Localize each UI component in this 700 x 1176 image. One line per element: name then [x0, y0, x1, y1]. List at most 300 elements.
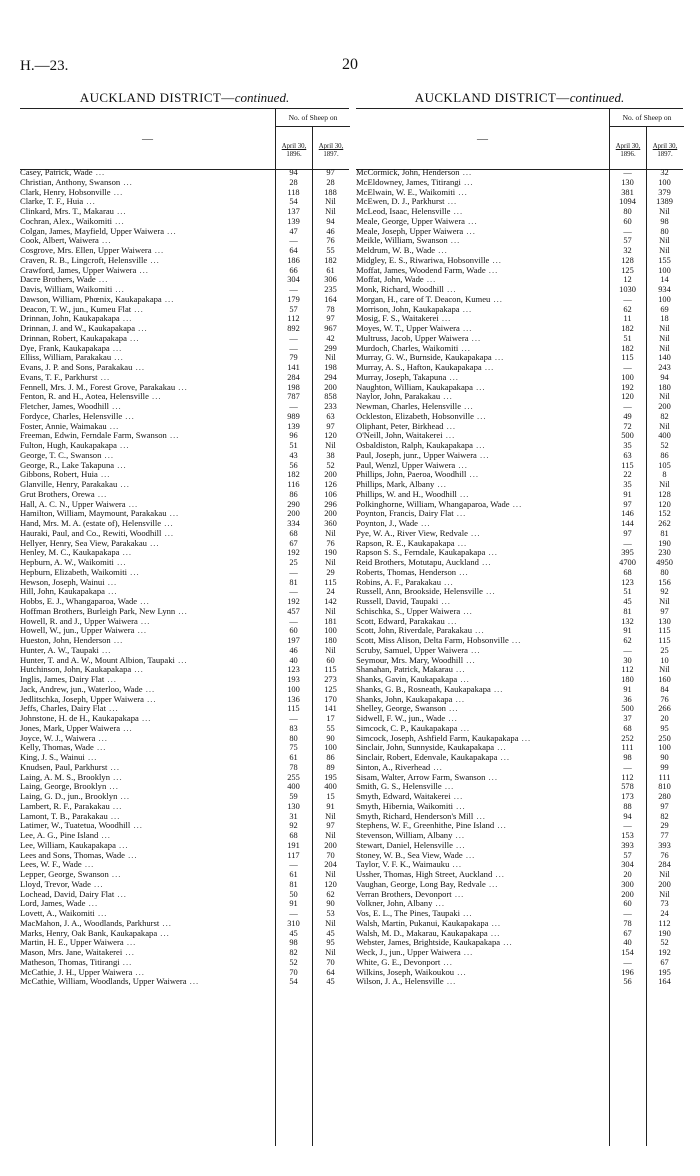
- owner-name-text: Christian, Anthony, Swanson: [20, 177, 121, 187]
- owner-name: [20, 422, 272, 432]
- sheep-1896: 70: [289, 967, 298, 977]
- owner-name-text: Hauraki, Paul, and Co., Rewiti, Woodhill: [20, 528, 162, 538]
- owner-name: [20, 812, 272, 822]
- table-row: [20, 188, 349, 198]
- leader-dots: ...: [92, 168, 106, 177]
- sheep-1897: 164: [658, 977, 671, 987]
- owner-name-text: Hand, Mrs. M. A. (estate of), Helensville: [20, 519, 162, 528]
- owner-name: [20, 958, 272, 968]
- owner-name: [20, 295, 272, 305]
- owner-name-text: Phillips, Mark, Albany: [356, 480, 435, 489]
- leader-dots: ...: [445, 704, 459, 714]
- owner-name-text: Weck, J., jun., Upper Waiwera: [356, 948, 461, 957]
- owner-name: [20, 734, 272, 744]
- sheep-1896: —: [623, 294, 632, 304]
- leader-dots: ...: [161, 294, 175, 304]
- leader-dots: ...: [95, 275, 109, 285]
- table-row: [356, 324, 683, 334]
- sheep-1896: 304: [621, 860, 634, 870]
- sheep-1896: 11: [623, 314, 632, 324]
- owner-name-text: Fletcher, James, Woodhill: [20, 402, 110, 411]
- table-row: [356, 714, 683, 724]
- sheep-1897: 400: [658, 431, 671, 441]
- sheep-1897: 70: [326, 850, 335, 860]
- owner-name: [356, 919, 606, 929]
- owner-name-text: McCathie, William, Woodlands, Upper Waiwera: [20, 977, 187, 987]
- owner-name: [356, 256, 606, 266]
- sheep-1897: 188: [324, 187, 337, 197]
- table-row: [356, 821, 683, 831]
- table-row: [356, 617, 683, 627]
- owner-name-text: Poynton, Francis, Dairy Flat: [356, 509, 454, 519]
- owner-name: [356, 451, 606, 461]
- owner-name-text: Murray, G. W., Burnside, Kaukapakapa: [356, 353, 492, 363]
- leader-dots: ...: [166, 431, 180, 441]
- owner-name-text: Roberts, Thomas, Henderson: [356, 567, 457, 577]
- sheep-1896: 192: [621, 382, 634, 392]
- table-row: [20, 266, 349, 276]
- owner-name: [20, 860, 272, 870]
- owner-name: [20, 773, 272, 783]
- sheep-1897: 243: [658, 363, 671, 372]
- leader-dots: ...: [459, 168, 473, 177]
- owner-name: [356, 929, 606, 939]
- sheep-1896: 400: [287, 782, 300, 792]
- owner-name-text: Volkner, John, Albany: [356, 899, 433, 909]
- owner-name: [20, 236, 272, 246]
- owner-name-text: Sinclair, John, Sunnyside, Kaukapakapa: [356, 743, 495, 753]
- leader-dots: ...: [458, 343, 471, 353]
- owner-name-text: Hutchinson, John, Kaukapakapa: [20, 665, 132, 675]
- sheep-1896: 57: [623, 236, 632, 246]
- table-row: [356, 392, 683, 402]
- table-row: [20, 695, 349, 705]
- owner-name-text: Clarke, T. F., Huia: [20, 197, 84, 207]
- owner-name-text: Jedlitschka, Joseph, Upper Waiwera: [20, 694, 144, 704]
- sheep-1897: Nil: [325, 645, 336, 655]
- sheep-1896: 97: [623, 528, 632, 538]
- sheep-1896: —: [289, 402, 298, 411]
- sheep-1896: 1094: [619, 197, 636, 207]
- owner-name-text: Knudsen, Paul, Parkhurst: [20, 762, 108, 772]
- table-row: [356, 948, 683, 958]
- sheep-1897: 15: [326, 792, 335, 801]
- sheep-1897: Nil: [325, 207, 336, 216]
- table-row: [20, 480, 349, 490]
- owner-name: [20, 344, 272, 354]
- owner-name-text: Johnstone, H. de H., Kaukapakapa: [20, 714, 139, 723]
- table-row: [356, 695, 683, 705]
- sheep-1896: 62: [623, 304, 632, 314]
- owner-name-text: Wilson, J. A., Helensville: [356, 977, 444, 987]
- leader-dots: ...: [186, 977, 200, 987]
- sheep-1897: 20: [660, 714, 669, 723]
- owner-name-text: Lee, William, Kaukapakapa: [20, 840, 116, 850]
- owner-name-text: White, G. E., Devonport: [356, 957, 441, 967]
- col-1897-header-line: 1897.: [323, 151, 339, 158]
- table-row: [356, 246, 683, 256]
- leader-dots: ...: [136, 265, 149, 275]
- table-row: [20, 597, 349, 607]
- sheep-1897: 78: [326, 304, 335, 314]
- sheep-1897: 67: [660, 957, 669, 967]
- leader-dots: ...: [508, 636, 522, 645]
- sheep-1897: 62: [326, 889, 335, 899]
- owner-name-text: Lord, James, Wade: [20, 899, 86, 909]
- table-row: [356, 578, 683, 588]
- sheep-1897: 84: [660, 684, 669, 694]
- sheep-1896: 60: [289, 626, 298, 636]
- sheep-1897: 98: [660, 216, 669, 226]
- leader-dots: ...: [450, 207, 464, 216]
- leader-dots: ...: [423, 275, 437, 285]
- owner-name-text: Craven, R. B., Lingcroft, Helensville: [20, 255, 148, 265]
- sheep-1896: 68: [623, 567, 632, 577]
- owner-name: [356, 558, 606, 568]
- owner-name: [20, 207, 272, 217]
- sheep-1896: 100: [621, 372, 634, 382]
- leader-dots: ...: [110, 636, 124, 645]
- table-row: [20, 509, 349, 519]
- owner-name-text: George, R., Lake Takapuna: [20, 460, 115, 470]
- owner-name: [356, 587, 606, 597]
- leader-dots: ...: [104, 675, 117, 684]
- sheep-1897: 195: [324, 772, 337, 782]
- sheep-1897: 200: [324, 840, 337, 850]
- sheep-1897: 294: [324, 372, 337, 382]
- leader-dots: ...: [488, 918, 502, 928]
- sheep-1896: 78: [623, 918, 632, 928]
- sheep-1896: 252: [621, 733, 634, 743]
- owner-name-text: Morrison, John, Kaukapakapa: [356, 304, 460, 314]
- table-row: [356, 207, 683, 217]
- table-row: [356, 500, 683, 510]
- leader-dots: ...: [467, 528, 481, 538]
- sheep-1897: Nil: [325, 811, 336, 821]
- sheep-1896: 37: [623, 714, 632, 723]
- leader-dots: ...: [492, 870, 505, 879]
- sheep-1896: 128: [621, 255, 634, 265]
- owner-name-text: Walsh, Martin, Pukanui, Kaukapakapa: [356, 918, 489, 928]
- district-title-continued: continued.: [569, 90, 625, 105]
- owner-name: [20, 568, 272, 578]
- owner-name-text: Scott, John, Riverdale, Parakakau: [356, 626, 472, 636]
- sheep-1897: Nil: [659, 392, 670, 402]
- owner-name-text: Lambert, R. F., Parakakau: [20, 801, 110, 811]
- leader-dots: ...: [115, 840, 129, 850]
- table-row: [20, 704, 349, 714]
- sheep-1896: —: [623, 363, 632, 372]
- sheep-1896: —: [623, 645, 632, 655]
- sheep-1896: 144: [621, 519, 634, 528]
- table-row: [356, 373, 683, 383]
- sheep-1896: 94: [623, 811, 632, 821]
- table-row: [20, 773, 349, 783]
- owner-name-text: Laing, G. D., jun., Brooklyn: [20, 792, 118, 801]
- sheep-1897: 52: [660, 441, 669, 450]
- sheep-1897: 38: [326, 450, 335, 460]
- sheep-1897: 97: [326, 168, 335, 177]
- leader-dots: ...: [119, 548, 133, 558]
- owner-name-text: Smith, G. S., Helensville: [356, 782, 442, 792]
- owner-name: [20, 665, 272, 675]
- owner-name: [356, 695, 606, 705]
- owner-name-text: Dawson, William, Phœnix, Kaukapakapa: [20, 294, 162, 304]
- owner-name-text: Cosgrove, Mrs. Ellen, Upper Waiwera: [20, 246, 152, 255]
- sheep-1897: 32: [660, 168, 669, 177]
- table-row: [20, 256, 349, 266]
- sheep-1896: 98: [289, 938, 298, 948]
- owner-name-text: Reid Brothers, Motutapu, Auckland: [356, 558, 479, 567]
- table-row: [20, 490, 349, 500]
- sheep-1897: 99: [660, 762, 669, 772]
- owner-name: [20, 578, 272, 588]
- owner-name: [20, 402, 272, 412]
- table-row: [356, 568, 683, 578]
- owner-name: [356, 958, 606, 968]
- sheep-1896: —: [289, 236, 298, 246]
- owner-name-text: Moffat, John, Wade: [356, 275, 424, 285]
- table-row: [20, 392, 349, 402]
- table-row: [356, 334, 683, 344]
- table-row: [20, 334, 349, 344]
- sheep-1896: 67: [289, 538, 298, 548]
- owner-name: [356, 334, 606, 344]
- owner-name: [20, 285, 272, 295]
- table-row: [20, 968, 349, 978]
- owner-name-text: Grut Brothers, Orewa: [20, 489, 95, 499]
- leader-dots: ...: [122, 948, 135, 957]
- leader-dots: ...: [438, 314, 452, 324]
- leader-dots: ...: [119, 314, 133, 324]
- owner-name: [20, 197, 272, 207]
- sheep-1897: 89: [326, 762, 335, 772]
- leader-dots: ...: [452, 831, 465, 840]
- sheep-1896: 12: [623, 275, 632, 285]
- owner-name-text: Drinnan, Robert, Kaukapakapa: [20, 333, 127, 343]
- leader-dots: ...: [494, 743, 507, 753]
- owner-name: [356, 626, 606, 636]
- sheep-1896: 45: [623, 597, 632, 606]
- table-row: [20, 383, 349, 393]
- owner-name-text: Shanks, John, Kaukapakapa: [356, 694, 453, 704]
- leader-dots: ...: [142, 684, 156, 694]
- owner-name-text: Scott, Miss Alison, Delta Farm, Hobsonville: [356, 636, 509, 645]
- sheep-1897: Nil: [659, 207, 670, 216]
- leader-dots: ...: [447, 236, 461, 246]
- sheep-1897: 97: [326, 821, 335, 831]
- table-row: [20, 412, 349, 422]
- table-row: [20, 275, 349, 285]
- leader-dots: ...: [455, 187, 468, 197]
- leader-dots: ...: [432, 899, 445, 909]
- leader-dots: ...: [494, 821, 507, 831]
- owner-name: [356, 851, 606, 861]
- sheep-1897: 76: [660, 694, 669, 704]
- sheep-1896: 91: [289, 899, 298, 909]
- table-row: [20, 929, 349, 939]
- sheep-1897: 52: [660, 938, 669, 948]
- owner-name-text: Laing, A. M. S., Brooklyn: [20, 772, 110, 782]
- table-row: [356, 938, 683, 948]
- sheep-1896: 51: [289, 441, 298, 450]
- owner-name-text: Walsh, M. D., Makarau, Kaukapakapa: [356, 928, 488, 938]
- owner-name-text: MacMahon, J. A., Woodlands, Parkhurst: [20, 918, 160, 928]
- table-row: [20, 363, 349, 373]
- sheep-1896: 25: [289, 558, 298, 567]
- owner-name: [356, 275, 606, 285]
- owner-name: [356, 821, 606, 831]
- leader-dots: ...: [450, 792, 464, 801]
- sheep-1897: 24: [326, 587, 335, 597]
- owner-name: [20, 685, 272, 695]
- sheep-1896: 78: [289, 762, 298, 772]
- table-row: [20, 207, 349, 217]
- owner-name-text: Stevenson, William, Albany: [356, 831, 453, 840]
- sheep-1897: 141: [324, 704, 337, 714]
- table-row: [20, 373, 349, 383]
- sheep-1896: 182: [621, 343, 634, 353]
- owner-name: [20, 353, 272, 363]
- leader-dots: ...: [434, 480, 447, 489]
- sheep-1897: 80: [660, 226, 669, 236]
- sheep-1896: 115: [621, 353, 634, 363]
- sheep-1896: 61: [289, 753, 298, 762]
- district-title: [356, 88, 683, 108]
- leader-dots: ...: [138, 714, 152, 723]
- table-row: [20, 500, 349, 510]
- owner-name: [356, 197, 606, 207]
- leader-dots: ...: [164, 226, 177, 236]
- owner-name-text: Smyth, Richard, Henderson's Mill: [356, 811, 474, 821]
- owner-name-text: Robins, A. F., Parakakau: [356, 577, 442, 587]
- leader-dots: ...: [114, 889, 127, 899]
- leader-dots: ...: [143, 694, 157, 704]
- sheep-1896: 62: [623, 636, 632, 645]
- owner-name: [20, 305, 272, 315]
- owner-name: [356, 392, 606, 402]
- owner-name-text: Lamont, T. B., Parakakau: [20, 811, 108, 821]
- table-row: [356, 236, 683, 246]
- owner-name-text: Naughton, William, Kaukapakapa: [356, 382, 473, 392]
- owner-name-text: Fennell, Mrs. J. M., Forest Grove, Parakakau: [20, 382, 176, 392]
- owner-name: [356, 743, 606, 753]
- sheep-1897: 73: [660, 899, 669, 909]
- owner-name: [356, 227, 606, 237]
- owner-name-text: Phillips, John, Paeroa, Woodhill: [356, 470, 467, 480]
- leader-dots: ...: [460, 606, 473, 616]
- table-row: [356, 217, 683, 227]
- sheep-1896: —: [623, 762, 632, 772]
- leader-dots: ...: [463, 226, 476, 236]
- owner-name-text: Lee, A. G., Pine Island: [20, 831, 99, 840]
- sheep-1896: 66: [289, 265, 298, 275]
- table-row: [356, 412, 683, 422]
- sheep-1897: Nil: [325, 831, 336, 840]
- leader-dots: ...: [457, 675, 470, 684]
- sheep-1897: 45: [326, 977, 335, 987]
- owner-name-text: Monk, Richard, Woodhill: [356, 285, 444, 294]
- owner-name-text: Laing, George, Brooklyn: [20, 782, 107, 792]
- table-row: [20, 841, 349, 851]
- table-row: [356, 344, 683, 354]
- sheep-1897: 76: [326, 236, 335, 246]
- sheep-1896: 123: [287, 665, 300, 675]
- leader-dots: ...: [440, 957, 453, 967]
- sheep-1897: 86: [660, 450, 669, 460]
- owner-name-text: Sisam, Walter, Arrow Farm, Swanson: [356, 772, 486, 782]
- leader-dots: ...: [435, 246, 448, 255]
- owner-name-text: Clinkard, Mrs. T., Makarau: [20, 207, 114, 216]
- sheep-1897: 100: [658, 265, 671, 275]
- leader-dots: ...: [97, 470, 111, 480]
- owner-name: [356, 948, 606, 958]
- table-row: [20, 782, 349, 792]
- owner-name-text: Phillips, W. and H., Woodhill: [356, 489, 457, 499]
- owner-name: [20, 275, 272, 285]
- leader-dots: ...: [509, 499, 523, 509]
- sheep-1897: 8: [662, 470, 667, 480]
- table-row: [356, 558, 683, 568]
- owner-name: [20, 714, 272, 724]
- owner-name-text: King, J. S., Wainui: [20, 753, 85, 762]
- owner-name: [20, 607, 272, 617]
- sheep-1897: Nil: [325, 197, 336, 207]
- leader-dots: ...: [137, 597, 150, 606]
- sheep-1897: 55: [326, 246, 335, 255]
- owner-name-text: McEwen, D. J., Parkhurst: [356, 197, 445, 207]
- leader-dots: ...: [451, 889, 465, 899]
- sheep-1896: 146: [621, 509, 634, 519]
- owner-name: [356, 344, 606, 354]
- owner-name: [20, 841, 272, 851]
- leader-dots: ...: [175, 382, 188, 392]
- owner-name-text: Fordyce, Charles, Helensville: [20, 411, 123, 421]
- owner-name: [356, 412, 606, 422]
- leader-dots: ...: [134, 626, 148, 636]
- leader-dots: ...: [473, 411, 487, 421]
- table-row: [20, 402, 349, 412]
- owner-name: [20, 431, 272, 441]
- leader-dots: ...: [468, 333, 482, 343]
- sheep-1896: 83: [289, 723, 298, 733]
- table-row: [356, 256, 683, 266]
- owner-name: [20, 480, 272, 490]
- table-row: [356, 685, 683, 695]
- leader-dots: ...: [473, 811, 486, 821]
- owner-name-text: Colgan, James, Mayfield, Upper Waiwera: [20, 226, 165, 236]
- sheep-1896: 197: [287, 636, 300, 645]
- owner-name: [20, 938, 272, 948]
- owner-name-text: Poynton, J., Wade: [356, 519, 418, 528]
- sheep-1897: 160: [658, 675, 671, 684]
- sheep-1897: 235: [324, 285, 337, 294]
- owner-name: [356, 266, 606, 276]
- sheep-1897: 97: [326, 314, 335, 324]
- leader-dots: ...: [120, 177, 133, 187]
- table-row: [356, 305, 683, 315]
- leader-dots: ...: [443, 421, 457, 431]
- sheep-1896: 118: [287, 187, 300, 197]
- table-row: [356, 548, 683, 558]
- owner-name: [20, 539, 272, 549]
- sheep-1897: Nil: [659, 870, 670, 879]
- table-row: [356, 782, 683, 792]
- sheep-1897: 86: [326, 753, 335, 762]
- table-row: [356, 851, 683, 861]
- table-row: [356, 724, 683, 734]
- owner-name: [20, 363, 272, 373]
